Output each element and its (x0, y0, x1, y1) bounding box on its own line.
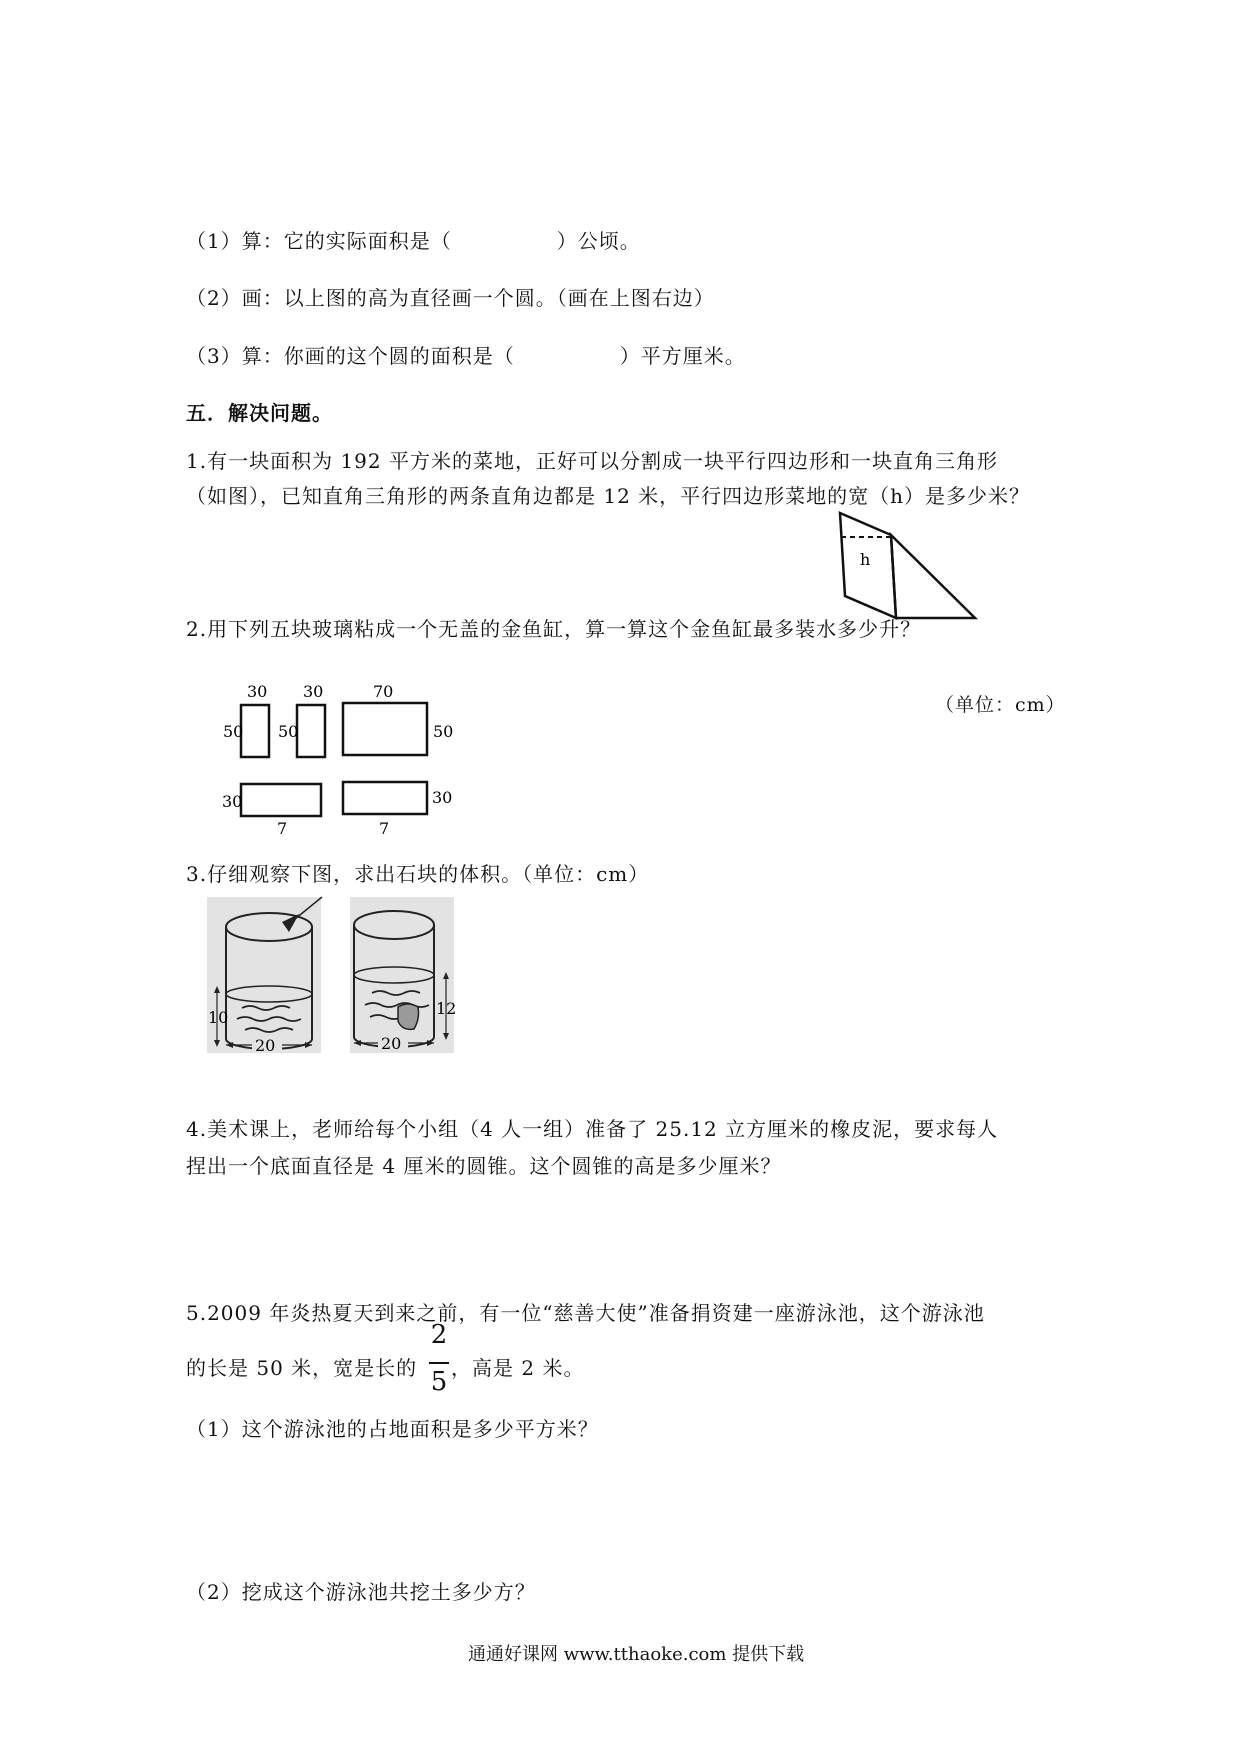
question-circle-area: （3）算：你画的这个圆的面积是（ ）平方厘米。 (186, 344, 746, 368)
panel-3-right-label: 50 (433, 722, 454, 741)
glass-panel-2 (297, 705, 325, 757)
problem-5-question-2: （2）挖成这个游泳池共挖土多少方？ (186, 1580, 536, 1604)
problem-5-question-1: （1）这个游泳池的占地面积是多少平方米？ (186, 1417, 599, 1441)
panel-4-left-label: 30 (222, 792, 243, 811)
problem-1-line-1: 1.有一块面积为 192 平方米的菜地，正好可以分割成一块平行四边形和一块直角三角形 (186, 449, 998, 473)
problem-5-line-2-start: 的长是 50 米，宽是长的 (186, 1356, 418, 1380)
right-width-label: 20 (381, 1034, 402, 1053)
fraction-numerator: 2 (430, 1320, 448, 1350)
problem-2-text: 2.用下列五块玻璃粘成一个无盖的金鱼缸，算一算这个金鱼缸最多装水多少升？ (186, 617, 922, 641)
problem-5-line-1: 5.2009 年炎热夏天到来之前，有一位“慈善大使”准备捐资建一座游泳池，这个游泳池 (186, 1301, 985, 1325)
panel-3-top-label: 70 (373, 682, 394, 701)
section-title: 五．解决问题。 (186, 401, 333, 425)
right-triangle-shape (891, 535, 975, 618)
footer-text: 通通好课网 www.tthaoke.com 提供下载 (468, 1644, 805, 1665)
left-height-label: 10 (208, 1008, 229, 1027)
panel-4-bottom-label: 7 (277, 819, 288, 838)
fraction-denominator: 5 (430, 1367, 448, 1397)
glass-panel-4 (241, 784, 321, 816)
problem-4-line-2: 捏出一个底面直径是 4 厘米的圆锥。这个圆锥的高是多少厘米？ (186, 1154, 782, 1178)
cylinder-before-figure (207, 892, 322, 1054)
panel-1-top-label: 30 (247, 682, 268, 701)
height-label: h (860, 550, 871, 569)
glass-panel-1 (241, 705, 269, 757)
panel-2-left-label: 50 (278, 722, 299, 741)
left-width-label: 20 (255, 1036, 276, 1055)
glass-panel-3 (343, 703, 427, 755)
glass-panels-figure (215, 680, 465, 838)
right-height-label: 12 (436, 999, 457, 1018)
problem-4-line-1: 4.美术课上，老师给每个小组（4 人一组）准备了 25.12 立方厘米的橡皮泥，要求每人 (186, 1117, 999, 1141)
problem-3-text: 3.仔细观察下图，求出石块的体积。（单位：cm） (186, 862, 650, 886)
question-draw-circle: （2）画：以上图的高为直径画一个圆。（画在上图右边） (186, 286, 715, 310)
panel-5-bottom-label: 7 (379, 819, 390, 838)
cylinder-after-figure (350, 897, 455, 1053)
panel-2-top-label: 30 (303, 682, 324, 701)
problem-5-line-2-end: ，高是 2 米。 (451, 1356, 585, 1380)
question-area: （1）算：它的实际面积是（ ）公顷。 (186, 229, 641, 253)
panel-5-right-label: 30 (432, 788, 453, 807)
fraction-bar (429, 1362, 449, 1364)
parallelogram-triangle-figure (830, 505, 990, 625)
problem-2-unit: （单位：cm） (935, 694, 1066, 716)
problem-1-line-2: （如图），已知直角三角形的两条直角边都是 12 米，平行四边形菜地的宽（h）是多少米？ (186, 484, 1031, 508)
panel-1-left-label: 50 (223, 722, 244, 741)
glass-panel-5 (343, 782, 427, 814)
